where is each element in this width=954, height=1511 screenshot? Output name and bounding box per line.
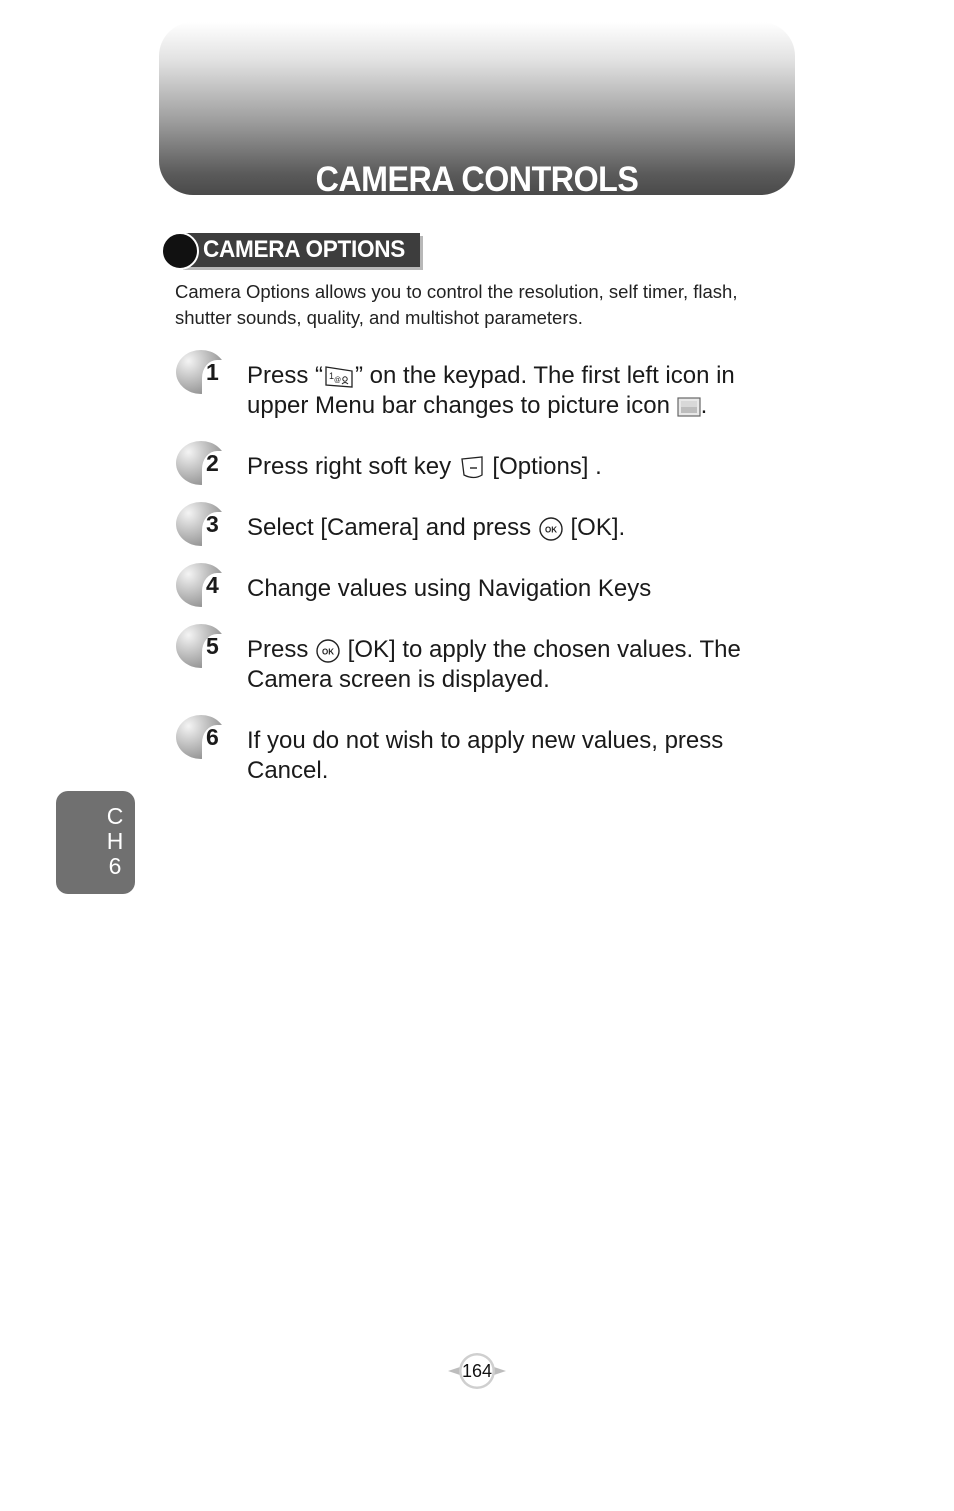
svg-text:OK: OK [544, 525, 557, 535]
step-badge [176, 502, 230, 546]
step-number: 2 [206, 450, 219, 476]
page-number: 164 [461, 1361, 493, 1381]
svg-text:OK: OK [322, 647, 335, 657]
step-number: 5 [206, 633, 219, 659]
step-badge [176, 441, 230, 485]
step-number: 6 [206, 724, 219, 750]
page-number-badge [446, 1350, 508, 1390]
step-badge [176, 624, 230, 668]
step-badge [176, 350, 230, 394]
svg-text:@: @ [334, 376, 342, 384]
section-title: CAMERA OPTIONS [203, 236, 406, 263]
step-number: 3 [206, 511, 219, 537]
section-heading [160, 230, 424, 268]
chapter-label: C H 6 [106, 803, 124, 879]
section-bullet [161, 232, 199, 270]
step-text: Select [Camera] and press OK [OK]. [247, 514, 626, 541]
step-text: If you do not wish to apply new values, press Cancel. [247, 727, 724, 784]
intro-line-1: Camera Options allows you to control the resolution, self timer, flash, [175, 281, 738, 302]
intro-line-2: shutter sounds, quality, and multishot parameters. [175, 307, 583, 328]
step-badge [176, 563, 230, 607]
step-badge [176, 715, 230, 759]
step-text: Press “ 1 @ ” on the keypad. The first left icon in upper Menu bar changes to picture icon . [247, 362, 735, 419]
ok-key-icon [538, 516, 564, 542]
step-text: Press right soft key [Options] . [247, 453, 602, 480]
picture-icon [677, 397, 701, 417]
ok-key-icon [315, 638, 341, 664]
header-banner [159, 22, 795, 199]
chapter-tab [56, 791, 135, 894]
page-title: CAMERA CONTROLS [315, 160, 639, 199]
step-text: Change values using Navigation Keys [247, 575, 652, 602]
step-number: 1 [206, 359, 219, 385]
step-number: 4 [206, 572, 219, 598]
svg-text:1: 1 [329, 370, 335, 381]
key-1-icon [323, 365, 355, 389]
intro-paragraph [175, 279, 795, 331]
right-soft-key-icon [458, 455, 486, 481]
step-text: Press OK [OK] to apply the chosen values. The Camera screen is displayed. [247, 636, 741, 693]
